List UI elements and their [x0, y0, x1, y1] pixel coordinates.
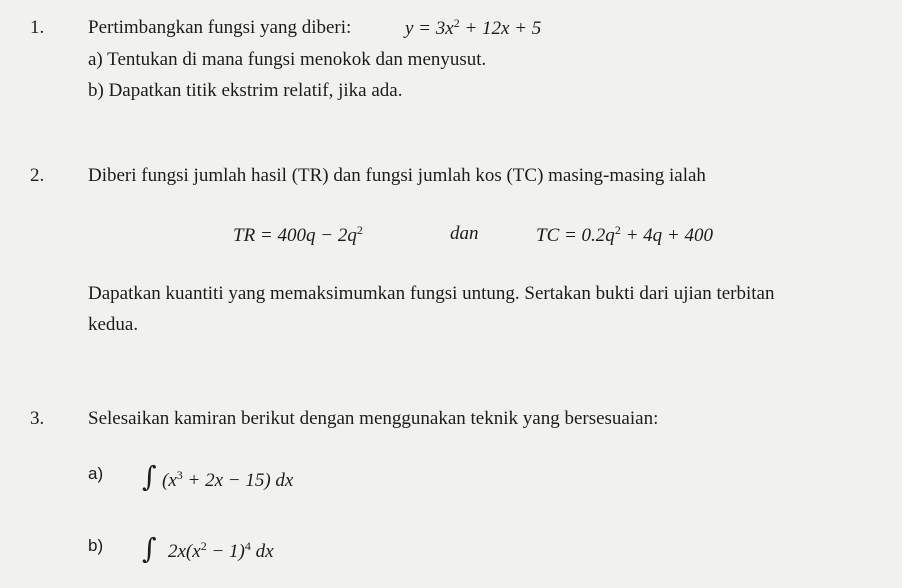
q1-equation-lhs: y = 3x — [405, 18, 454, 39]
q3-part-a-integral-sign: ∫ — [142, 460, 157, 493]
q2-number: 2. — [30, 165, 45, 186]
q2-tc-rhs: + 4q + 400 — [620, 225, 713, 246]
q3-part-b-mid: − 1) — [206, 541, 245, 562]
q2-tc-lhs: TC = 0.2q — [536, 225, 615, 246]
q3-part-b-label: b) — [88, 536, 104, 555]
q2-intro: Diberi fungsi jumlah hasil (TR) dan fungsi jumlah kos (TC) masing-masing ialah — [88, 165, 706, 186]
q1-number: 1. — [30, 17, 45, 38]
q1-intro: Pertimbangkan fungsi yang diberi: — [88, 17, 352, 38]
q2-instruction-line1: Dapatkan kuantiti yang memaksimumkan fungsi untung. Sertakan bukti dari ujian terbitan — [88, 283, 775, 304]
q1-equation — [405, 16, 541, 40]
q2-instruction-line2: kedua. — [88, 314, 139, 335]
q3-part-a-exponent: 3 — [176, 468, 183, 482]
q1-equation-rhs: + 12x + 5 — [459, 18, 542, 39]
q2-tr-exponent: 2 — [356, 223, 363, 237]
q3-part-a-label: a) — [88, 464, 104, 483]
q2-tc-exponent: 2 — [614, 223, 621, 237]
q2-tc-equation — [536, 223, 713, 247]
q2-tr-equation — [233, 223, 363, 247]
q3-part-b-pre: 2x(x — [168, 541, 201, 562]
q3-part-a-rest: + 2x − 15) dx — [182, 470, 294, 491]
q3-part-b-post: dx — [250, 541, 274, 562]
q3-part-b-exponent-1: 2 — [200, 539, 207, 553]
q1-equation-exponent: 2 — [453, 16, 460, 30]
q3-part-a-open: (x — [162, 470, 177, 491]
q3-part-b-integral-sign: ∫ — [142, 532, 157, 565]
q3-number: 3. — [30, 408, 45, 429]
q2-tr-lhs: TR = 400q − 2q — [233, 225, 357, 246]
q3-part-b-exponent-2: 4 — [244, 539, 251, 553]
q3-part-a-expression — [162, 468, 293, 492]
q1-part-a: a) Tentukan di mana fungsi menokok dan menyusut. — [88, 49, 487, 70]
q2-dan: dan — [450, 223, 479, 244]
q3-part-b-expression — [168, 539, 274, 563]
q3-intro: Selesaikan kamiran berikut dengan menggunakan teknik yang bersesuaian: — [88, 408, 659, 429]
q1-part-b: b) Dapatkan titik ekstrim relatif, jika ada. — [88, 80, 403, 101]
